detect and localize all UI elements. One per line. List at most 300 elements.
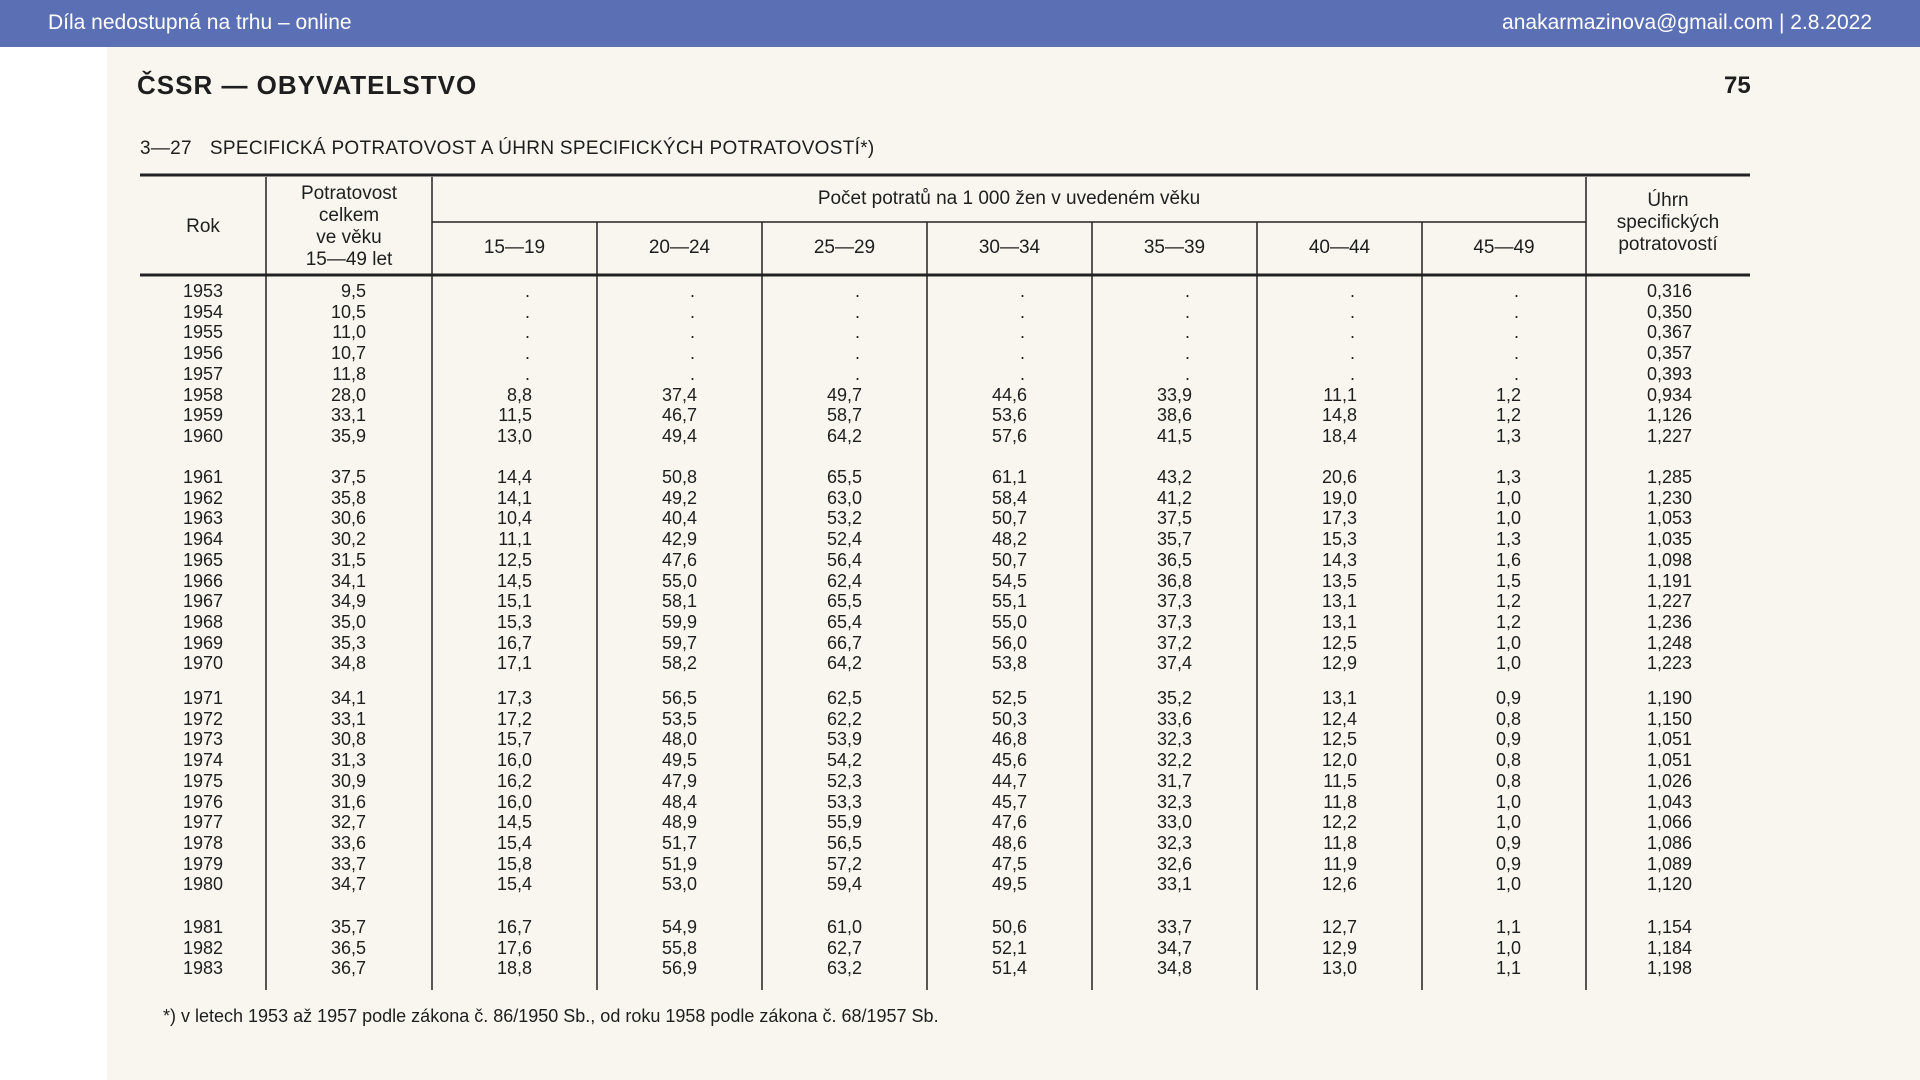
row-age-value: 16,7 [496,632,532,653]
row-age-value: 10,4 [496,508,532,529]
row-age-value: 8,8 [506,384,532,405]
header-sum [1586,190,1750,256]
row-age-value: . [1019,301,1025,322]
row-total: 34,9 [330,591,366,612]
row-sum: 1,089 [1646,853,1692,874]
row-age-value: . [689,343,695,364]
row-age-value: . [1184,281,1190,301]
row-year: 1967 [183,591,224,612]
row-age-value: . [854,301,860,322]
row-age-value: . [1349,363,1355,384]
row-year: 1964 [183,529,224,550]
row-year: 1979 [183,853,224,874]
header-sum-line: specifických [1616,212,1720,233]
row-age-value: 0,8 [1495,750,1521,771]
row-age-value: 19,0 [1321,487,1357,508]
row-age-value: 11,8 [1323,832,1357,853]
row-total: 10,7 [330,343,366,364]
row-total: 35,0 [330,611,366,632]
row-year: 1958 [183,384,224,405]
row-total: 36,7 [330,958,366,979]
row-age-value: 16,7 [496,917,532,937]
row-year: 1970 [183,653,224,674]
row-age-value: 54,9 [661,917,697,937]
row-age-value: 54,5 [991,570,1027,591]
row-year: 1977 [183,812,224,833]
row-sum: 1,190 [1646,688,1692,708]
row-age-value: 45,7 [991,791,1027,812]
row-year: 1955 [183,322,224,343]
row-age-value: 55,0 [661,570,697,591]
section-title: ČSSR — OBYVATELSTVO [137,70,478,100]
row-age-value: 12,9 [1321,653,1357,674]
row-age-value: . [1019,343,1025,364]
row-age-value: 15,7 [496,729,532,750]
row-age-value: 37,4 [661,384,697,405]
row-age-value: 18,8 [496,958,532,979]
row-year: 1974 [183,750,224,771]
row-total: 34,1 [330,570,366,591]
row-year: 1980 [183,874,224,895]
row-total: 10,5 [330,301,366,322]
row-age-value: 41,5 [1156,425,1192,446]
row-age-value: 1,0 [1495,937,1521,958]
row-age-value: 36,5 [1156,549,1192,570]
row-age-value: 36,8 [1156,570,1192,591]
row-age-value: . [1184,363,1190,384]
row-age-value: 15,1 [496,591,532,612]
row-age-value: 47,6 [661,549,697,570]
row-age-value: 51,9 [661,853,697,874]
row-age-value: 62,2 [826,708,862,729]
row-age-value: 1,0 [1495,874,1521,895]
header-total [266,183,432,271]
row-age-value: 56,9 [661,958,697,979]
row-age-value: 14,5 [496,570,532,591]
row-sum: 0,350 [1646,301,1692,322]
row-total: 37,5 [330,467,366,487]
row-age-value: 1,3 [1495,425,1521,446]
row-age-value: 55,9 [826,812,862,833]
row-age-value: 31,7 [1156,770,1192,791]
row-age-value: . [1349,343,1355,364]
row-age-value: 14,8 [1321,405,1357,426]
row-age-value: 11,8 [1323,791,1357,812]
row-year: 1982 [183,937,224,958]
table-title: SPECIFICKÁ POTRATOVOST A ÚHRN SPECIFICKÝCH POTRATOVOSTÍ*) [209,138,875,159]
row-total: 34,8 [330,653,366,674]
row-age-value: 62,7 [826,937,862,958]
row-age-value: . [689,281,695,301]
footnote: *) v letech 1953 až 1957 podle zákona č. 86/1950 Sb., od roku 1958 podle zákona č. 68/1957 Sb. [163,1006,939,1026]
row-age-value: 12,5 [496,549,532,570]
row-age-value: 61,1 [991,467,1027,487]
row-age-value: 50,6 [991,917,1027,937]
row-age-value: 15,8 [496,853,532,874]
row-age-value: 37,4 [1156,653,1192,674]
row-age-value: 53,8 [991,653,1027,674]
row-sum: 0,316 [1646,281,1692,301]
row-age-value: 53,2 [826,508,862,529]
row-age-value: 49,7 [826,384,862,405]
row-sum: 0,393 [1646,363,1692,384]
row-age-value: 62,5 [826,688,862,708]
row-age-value: 46,8 [991,729,1027,750]
row-age-value: 65,5 [826,591,862,612]
row-age-value: 50,8 [661,467,697,487]
row-sum: 1,086 [1646,832,1692,853]
row-sum: 0,934 [1646,384,1692,405]
row-age-value: 1,0 [1495,508,1521,529]
row-age-value: 52,3 [826,770,862,791]
row-age-value: 37,2 [1156,632,1192,653]
row-total: 28,0 [330,384,366,405]
row-age-value: 32,3 [1156,832,1192,853]
row-sum: 1,248 [1646,632,1692,653]
row-total: 11,8 [332,363,366,384]
row-age-value: 56,4 [826,549,862,570]
row-year: 1961 [183,467,224,487]
page-number: 75 [1724,72,1751,99]
row-age-value: 32,3 [1156,791,1192,812]
row-age-value: 48,9 [661,812,697,833]
row-age-value: 17,2 [496,708,532,729]
row-age-value: 35,7 [1156,529,1192,550]
row-age-value: 0,8 [1495,770,1521,791]
header-age-35-39: 35—39 [1143,237,1206,258]
row-age-value: . [524,363,530,384]
row-total: 33,7 [330,853,366,874]
row-age-value: . [1349,281,1355,301]
row-age-value: 1,2 [1495,591,1521,612]
row-age-value: . [1513,281,1519,301]
row-age-value: 0,9 [1495,729,1521,750]
row-age-value: . [1184,322,1190,343]
row-age-value: . [524,322,530,343]
row-age-value: 53,9 [826,729,862,750]
row-age-value: . [854,322,860,343]
row-age-value: . [854,363,860,384]
row-age-value: 1,6 [1495,549,1521,570]
row-age-value: 17,3 [496,688,532,708]
row-sum: 1,236 [1646,611,1692,632]
row-sum: 1,191 [1646,570,1692,591]
row-age-value: 64,2 [826,653,862,674]
row-age-value: 41,2 [1156,487,1192,508]
row-age-value: 52,5 [991,688,1027,708]
row-age-value: . [1184,301,1190,322]
row-sum: 1,184 [1646,937,1692,958]
row-total: 33,1 [330,405,366,426]
row-age-value: 0,8 [1495,708,1521,729]
row-age-value: 51,7 [661,832,697,853]
row-age-value: 15,3 [496,611,532,632]
row-age-value: 13,1 [1321,611,1357,632]
row-age-value: 47,9 [661,770,697,791]
row-age-value: 48,6 [991,832,1027,853]
row-age-value: 40,4 [661,508,697,529]
row-age-value: 48,0 [661,729,697,750]
row-total: 9,5 [340,281,366,301]
row-age-value: . [524,281,530,301]
row-age-value: . [1513,322,1519,343]
row-age-value: 0,9 [1495,832,1521,853]
row-age-value: 14,3 [1321,549,1357,570]
row-age-value: 1,3 [1495,467,1521,487]
row-age-value: 58,2 [661,653,697,674]
row-age-value: 1,2 [1495,384,1521,405]
row-year: 1975 [183,770,224,791]
row-age-value: 49,2 [661,487,697,508]
row-age-value: 13,0 [496,425,532,446]
row-age-value: 49,5 [661,750,697,771]
row-year: 1983 [183,958,224,979]
row-age-value: 12,0 [1321,750,1357,771]
row-age-value: 61,0 [826,917,862,937]
row-age-value: . [524,301,530,322]
row-age-value: 53,0 [661,874,697,895]
row-age-value: 1,1 [1495,917,1521,937]
row-age-value: . [1184,343,1190,364]
row-total: 34,1 [330,688,366,708]
row-total: 11,0 [332,322,366,343]
row-year: 1972 [183,708,224,729]
row-age-value: 15,4 [496,874,532,895]
row-age-value: 48,4 [661,791,697,812]
row-total: 31,6 [330,791,366,812]
row-total: 32,7 [330,812,366,833]
row-age-value: 47,5 [991,853,1027,874]
header-sum-line: Úhrn [1647,190,1689,211]
row-total: 34,7 [330,874,366,895]
row-sum: 1,150 [1646,708,1692,729]
row-age-value: 55,1 [991,591,1027,612]
row-age-value: 48,2 [991,529,1027,550]
row-age-value: . [1019,363,1025,384]
row-age-value: . [689,363,695,384]
table-number: 3—27 [140,138,192,159]
row-total: 33,6 [330,832,366,853]
row-age-value: 34,8 [1156,958,1192,979]
row-sum: 1,227 [1646,425,1692,446]
row-sum: 1,223 [1646,653,1692,674]
row-age-value: 1,0 [1495,487,1521,508]
row-sum: 1,285 [1646,467,1692,487]
row-age-value: 11,9 [1323,853,1357,874]
row-age-value: 56,0 [991,632,1027,653]
row-year: 1973 [183,729,224,750]
row-age-value: 12,5 [1321,729,1357,750]
header-rok: Rok [186,216,220,237]
row-age-value: 18,4 [1321,425,1357,446]
row-sum: 1,026 [1646,770,1692,791]
row-year: 1962 [183,487,224,508]
row-total: 33,1 [330,708,366,729]
row-age-value: 43,2 [1156,467,1192,487]
row-age-value: 33,0 [1156,812,1192,833]
row-age-value: 1,5 [1495,570,1521,591]
row-age-value: 1,3 [1495,529,1521,550]
row-age-value: 33,1 [1156,874,1192,895]
header-age-20-24: 20—24 [648,237,711,258]
row-age-value: 65,5 [826,467,862,487]
row-year: 1971 [183,688,224,708]
row-total: 30,6 [330,508,366,529]
row-age-value: . [1349,301,1355,322]
row-sum: 1,227 [1646,591,1692,612]
header-total-line: 15—49 let [305,249,393,270]
row-age-value: 37,3 [1156,611,1192,632]
row-age-value: 57,6 [991,425,1027,446]
row-year: 1960 [183,425,224,446]
row-age-value: 58,7 [826,405,862,426]
row-sum: 1,230 [1646,487,1692,508]
row-age-value: 50,7 [991,549,1027,570]
row-age-value: 50,7 [991,508,1027,529]
row-age-value: . [1513,301,1519,322]
row-age-value: . [854,343,860,364]
row-sum: 1,126 [1646,405,1692,426]
row-year: 1968 [183,611,224,632]
header-age-45-49: 45—49 [1473,237,1535,258]
row-age-value: 17,6 [496,937,532,958]
row-age-value: 0,9 [1495,853,1521,874]
row-sum: 1,051 [1646,750,1692,771]
row-age-value: 33,7 [1156,917,1192,937]
row-age-value: 17,3 [1321,508,1357,529]
row-age-value: 51,4 [991,958,1027,979]
row-age-value: 65,4 [826,611,862,632]
header-total-line: celkem [318,205,380,226]
row-age-value: 1,2 [1495,611,1521,632]
row-age-value: 44,6 [991,384,1027,405]
row-age-value: 49,5 [991,874,1027,895]
row-total: 35,3 [330,632,366,653]
row-age-value: 1,0 [1495,812,1521,833]
row-age-value: 45,6 [991,750,1027,771]
row-age-value: 14,1 [496,487,532,508]
row-age-value: 32,2 [1156,750,1192,771]
row-age-value: 59,9 [661,611,697,632]
row-age-value: 33,9 [1156,384,1192,405]
row-age-value: 49,4 [661,425,697,446]
row-sum: 1,053 [1646,508,1692,529]
header-total-line: ve věku [316,227,382,248]
row-total: 30,8 [330,729,366,750]
header-group: Počet potratů na 1 000 žen v uvedeném věku [817,188,1201,209]
row-age-value: 64,2 [826,425,862,446]
row-age-value: 56,5 [661,688,697,708]
row-age-value: 34,7 [1156,937,1192,958]
row-age-value: . [1019,322,1025,343]
row-total: 31,5 [330,549,366,570]
header-age-30-34: 30—34 [978,237,1041,258]
row-year: 1969 [183,632,224,653]
row-sum: 1,066 [1646,812,1692,833]
row-total: 30,2 [330,529,366,550]
row-age-value: 16,0 [496,791,532,812]
row-year: 1976 [183,791,224,812]
row-age-value: 12,4 [1321,708,1357,729]
row-sum: 1,198 [1646,958,1692,979]
header-total-line: Potratovost [300,183,398,204]
topbar-right-text: anakarmazinova@gmail.com | 2.8.2022 [1502,11,1872,34]
row-age-value: 13,1 [1321,591,1357,612]
row-age-value: 50,3 [991,708,1027,729]
row-total: 35,8 [330,487,366,508]
row-age-value: 12,6 [1321,874,1357,895]
header-sum-line: potratovostí [1618,234,1718,255]
row-age-value: 1,2 [1495,405,1521,426]
row-age-value: 1,0 [1495,653,1521,674]
row-age-value: 11,5 [1323,770,1357,791]
row-age-value: 59,4 [826,874,862,895]
row-total: 36,5 [330,937,366,958]
row-age-value: 35,2 [1156,688,1192,708]
row-age-value: 1,0 [1495,791,1521,812]
row-age-value: 53,5 [661,708,697,729]
row-age-value: 52,4 [826,529,862,550]
row-age-value: 32,3 [1156,729,1192,750]
row-age-value: 14,4 [496,467,532,487]
row-sum: 1,051 [1646,729,1692,750]
row-age-value: 63,0 [826,487,862,508]
row-age-value: 1,1 [1495,958,1521,979]
row-age-value: . [854,281,860,301]
row-age-value: 11,1 [498,529,532,550]
row-age-value: 15,4 [496,832,532,853]
row-age-value: . [1019,281,1025,301]
row-age-value: 0,9 [1495,688,1521,708]
header-age-25-29: 25—29 [813,237,876,258]
row-age-value: 37,3 [1156,591,1192,612]
row-age-value: 54,2 [826,750,862,771]
row-age-value: 13,0 [1321,958,1357,979]
header-age-40-44: 40—44 [1308,237,1371,258]
row-sum: 0,367 [1646,322,1692,343]
row-sum: 1,035 [1646,529,1692,550]
row-sum: 1,120 [1646,874,1692,895]
row-age-value: 38,6 [1156,405,1192,426]
row-age-value: 1,0 [1495,632,1521,653]
row-age-value: 47,6 [991,812,1027,833]
row-total: 35,7 [330,917,366,937]
row-year: 1965 [183,549,224,570]
row-year: 1978 [183,832,224,853]
row-age-value: 53,3 [826,791,862,812]
row-sum: 1,154 [1646,917,1692,937]
row-age-value: 55,8 [661,937,697,958]
row-age-value: . [1513,363,1519,384]
row-age-value: . [524,343,530,364]
row-age-value: 12,2 [1321,812,1357,833]
row-age-value: 58,1 [661,591,697,612]
row-age-value: . [1349,322,1355,343]
row-age-value: 46,7 [661,405,697,426]
row-year: 1981 [183,917,224,937]
row-sum: 0,357 [1646,343,1692,364]
row-age-value: 56,5 [826,832,862,853]
row-year: 1957 [183,363,224,384]
row-age-value: 58,4 [991,487,1027,508]
row-age-value: 12,9 [1321,937,1357,958]
topbar-left-text: Díla nedostupná na trhu – online [48,11,352,34]
row-sum: 1,098 [1646,549,1692,570]
row-age-value: 42,9 [661,529,697,550]
row-sum: 1,043 [1646,791,1692,812]
row-age-value: 66,7 [826,632,862,653]
row-age-value: 63,2 [826,958,862,979]
